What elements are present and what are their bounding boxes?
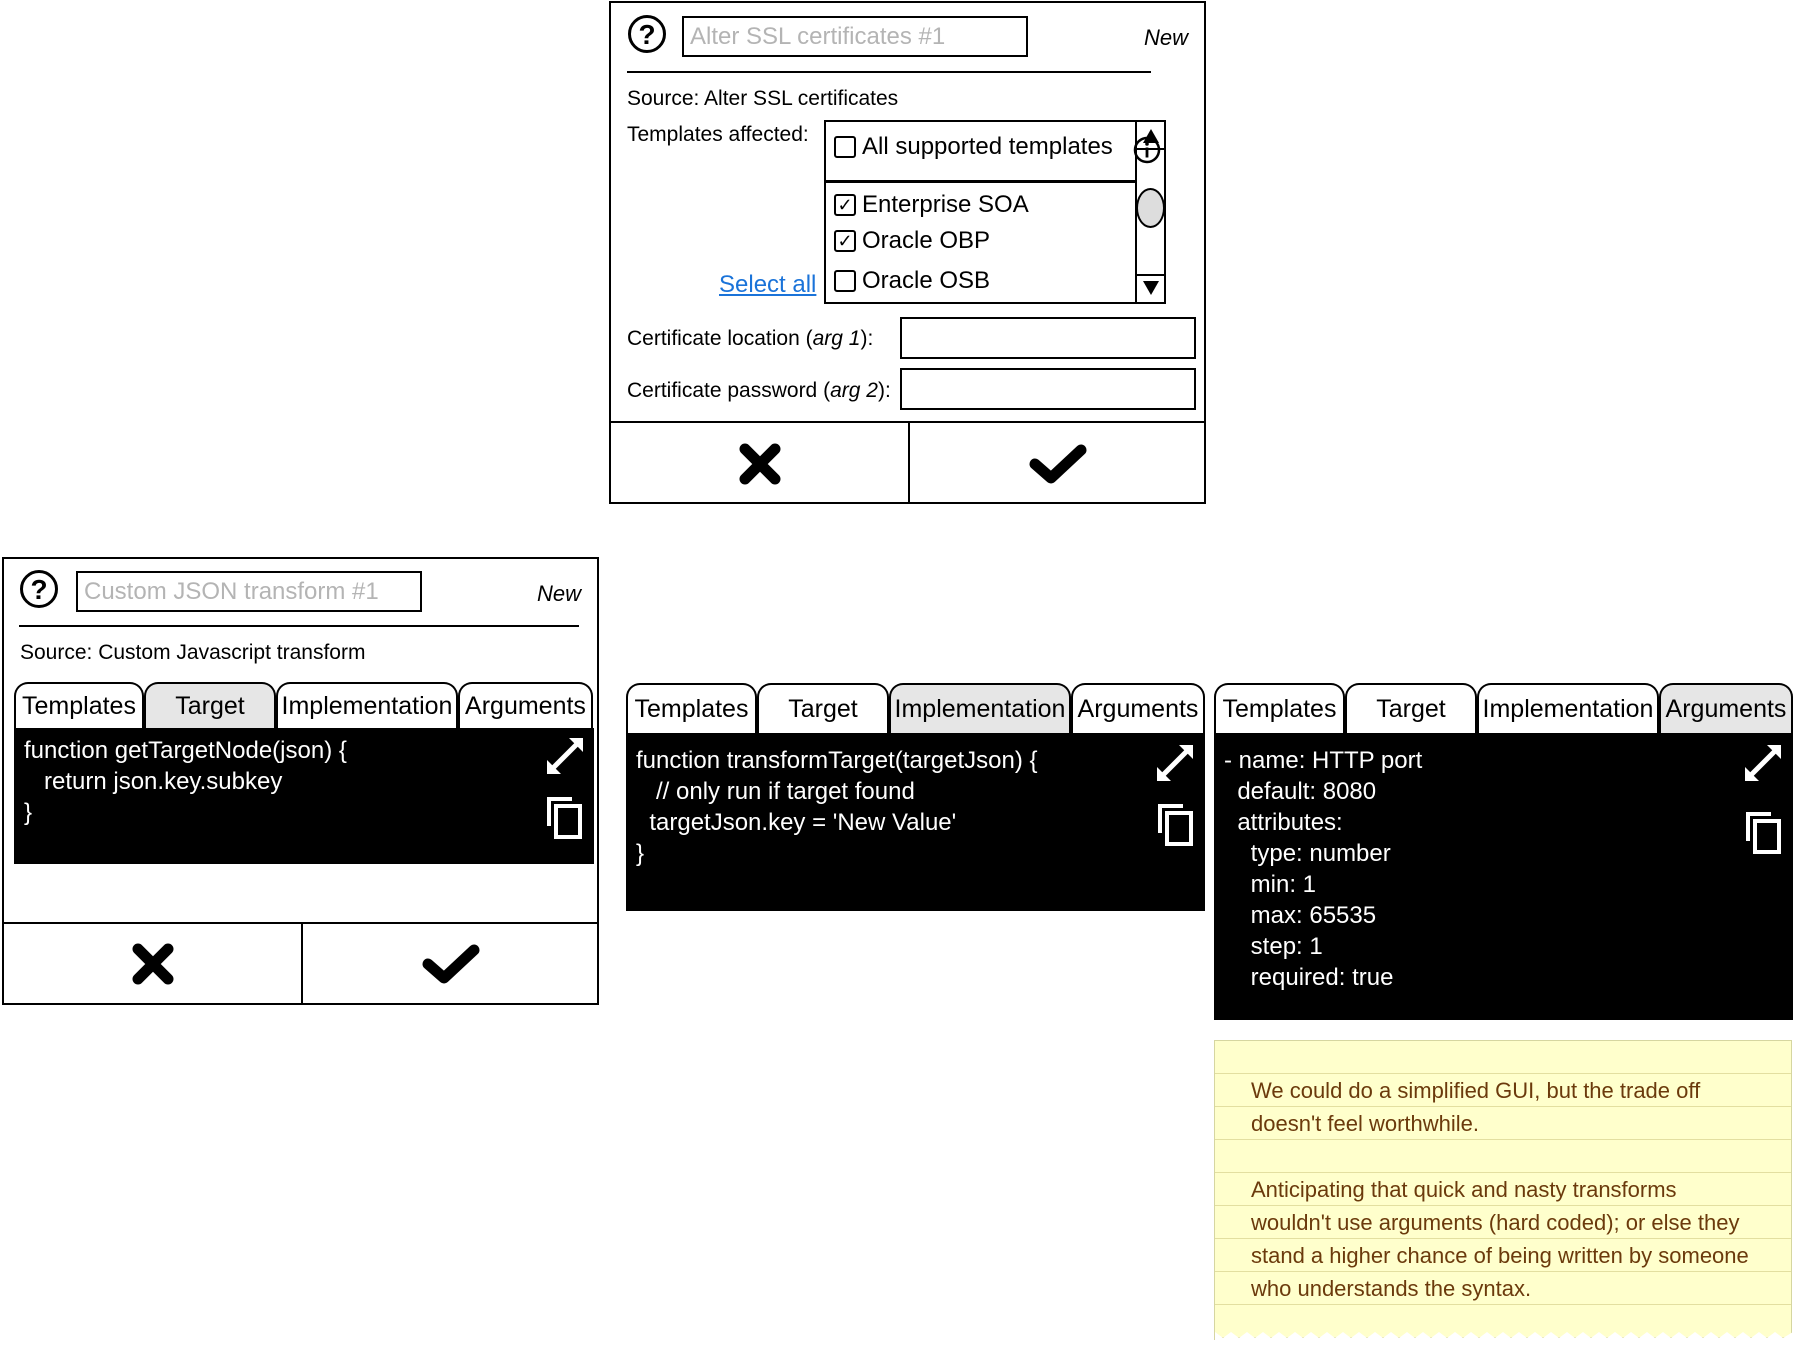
tab-target[interactable]: Target [757, 683, 889, 733]
header-divider [19, 625, 579, 627]
template-item-label: Oracle OBP [862, 227, 991, 254]
certificate-location-arg: arg 1 [812, 327, 861, 350]
scrollbar-top-divider [1137, 148, 1164, 150]
all-templates-divider [826, 180, 1135, 183]
scroll-down-icon[interactable] [1142, 280, 1160, 296]
header-divider [627, 71, 1151, 73]
checkbox[interactable] [834, 136, 856, 158]
confirm-icon [1029, 442, 1087, 486]
template-item-label: Enterprise SOA [862, 191, 1029, 218]
certificate-location-prefix: Certificate location ( [627, 327, 813, 350]
certificate-password-suffix: ): [877, 379, 891, 402]
confirm-button[interactable] [303, 924, 599, 1003]
tab-arguments[interactable]: Arguments [458, 682, 593, 728]
sticky-note [1214, 1040, 1792, 1340]
note-paragraph: We could do a simplified GUI, but the trade off doesn't feel worthwhile. [1251, 1078, 1701, 1136]
new-status-label: New [537, 581, 582, 606]
tab-templates[interactable]: Templates [1214, 683, 1345, 733]
template-item[interactable] [834, 267, 990, 295]
checkbox[interactable] [834, 270, 856, 292]
arguments-tab-panel [1214, 683, 1793, 1020]
cancel-button[interactable] [611, 423, 908, 504]
certificate-location-suffix: ): [860, 327, 874, 350]
certificate-password-label [627, 379, 891, 403]
code-editor[interactable] [14, 728, 594, 864]
certificate-password-arg: arg 2 [830, 379, 878, 402]
all-supported-templates-label: All supported templates [862, 133, 1113, 160]
cancel-icon [131, 942, 175, 986]
certificate-password-prefix: Certificate password ( [627, 379, 831, 402]
custom-json-transform-dialog [2, 557, 599, 1005]
templates-list[interactable] [824, 120, 1166, 304]
ssl-certificates-dialog [609, 1, 1206, 504]
code-content: function getTargetNode(json) { return json.key.subkey } [24, 737, 347, 826]
certificate-password-input[interactable] [900, 368, 1196, 410]
code-editor[interactable] [1214, 733, 1793, 1020]
tab-templates[interactable]: Templates [14, 682, 144, 728]
cancel-icon [738, 442, 782, 486]
certificate-location-label [627, 327, 873, 351]
tab-target[interactable]: Target [1345, 683, 1477, 733]
template-item[interactable] [834, 227, 990, 255]
help-icon[interactable]: ? [20, 570, 58, 608]
source-label: Source: Alter SSL certificates [627, 87, 899, 110]
copy-icon[interactable] [1156, 803, 1196, 847]
code-content: function transformTarget(targetJson) { // only run if target found targetJson.key = 'New Value' } [636, 747, 1038, 867]
tab-implementation[interactable]: Implementation [1477, 683, 1659, 733]
expand-icon[interactable] [1741, 741, 1785, 785]
template-item-label: Oracle OSB [862, 267, 991, 294]
tab-arguments[interactable]: Arguments [1659, 683, 1793, 733]
torn-edge [1215, 1328, 1793, 1340]
cancel-button[interactable] [4, 924, 301, 1003]
tab-target[interactable]: Target [144, 682, 276, 728]
confirm-icon [422, 942, 480, 986]
select-all-link[interactable]: Select all [719, 271, 817, 298]
scroll-thumb[interactable] [1136, 188, 1165, 228]
all-supported-templates-checkbox[interactable] [834, 133, 1113, 161]
transform-name-input[interactable] [682, 16, 1028, 57]
scrollbar-bottom-divider [1137, 274, 1164, 276]
confirm-button[interactable] [910, 423, 1206, 504]
scrollbar[interactable] [1135, 122, 1164, 302]
tab-implementation[interactable]: Implementation [889, 683, 1071, 733]
template-item[interactable] [834, 191, 1029, 219]
copy-icon[interactable] [545, 796, 585, 840]
copy-icon[interactable] [1744, 811, 1784, 855]
new-status-label: New [1144, 25, 1189, 50]
note-paragraph: Anticipating that quick and nasty transforms wouldn't use arguments (hard coded); or else they stand a higher chance of being written by someone who understands the syntax. [1251, 1177, 1749, 1301]
checkbox-checked[interactable]: ✓ [834, 194, 856, 216]
expand-icon[interactable] [543, 734, 587, 778]
scroll-up-icon[interactable] [1142, 128, 1160, 144]
code-editor[interactable] [626, 733, 1205, 911]
checkbox-checked[interactable]: ✓ [834, 230, 856, 252]
tab-implementation[interactable]: Implementation [276, 682, 458, 728]
tab-arguments[interactable]: Arguments [1071, 683, 1205, 733]
help-icon[interactable]: ? [628, 15, 666, 53]
implementation-tab-panel [626, 683, 1205, 911]
certificate-location-input[interactable] [900, 317, 1196, 359]
tab-templates[interactable]: Templates [626, 683, 757, 733]
source-label: Source: Custom Javascript transform [20, 641, 366, 664]
transform-name-input[interactable] [76, 571, 422, 612]
templates-affected-label: Templates affected: [627, 123, 809, 146]
code-content: - name: HTTP port default: 8080 attributes: type: number min: 1 max: 65535 step: 1 required: true [1224, 747, 1423, 991]
expand-icon[interactable] [1153, 741, 1197, 785]
